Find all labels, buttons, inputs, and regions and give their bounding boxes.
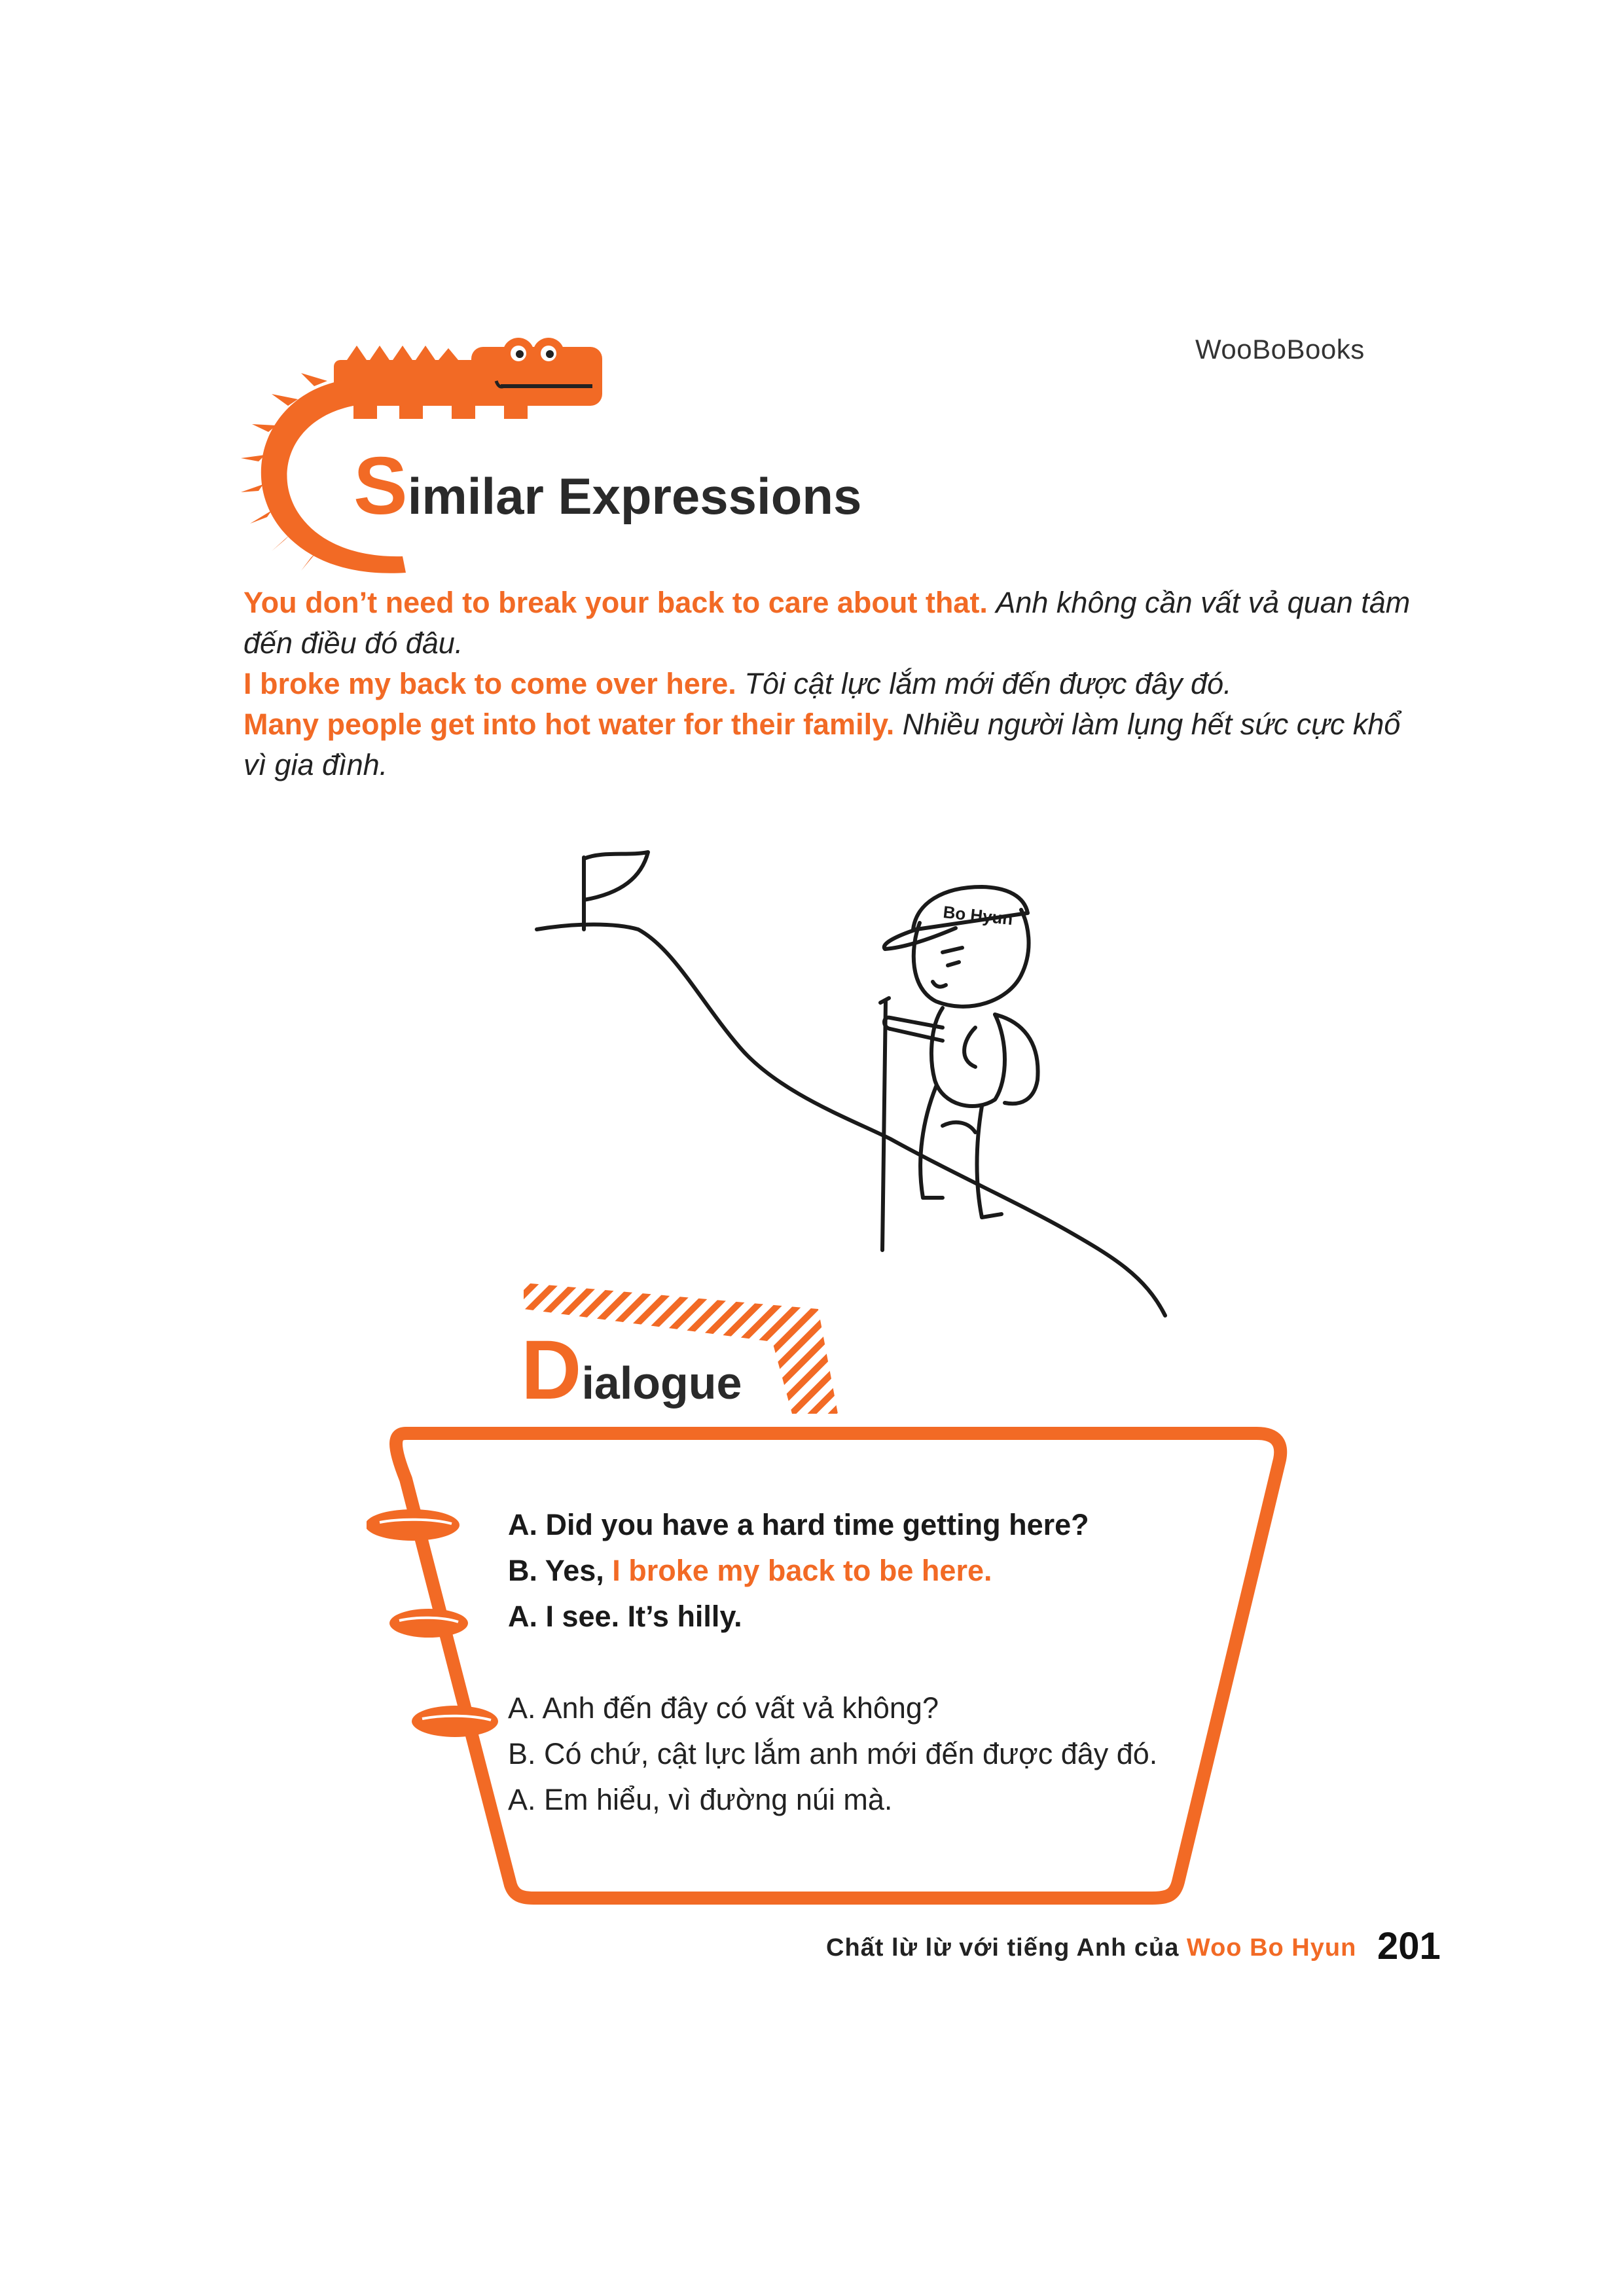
- dialogue-vietnamese: [508, 1685, 1157, 1823]
- expression-item: [244, 664, 1422, 704]
- book-title-footer: [826, 1934, 1356, 1962]
- expression-en: I broke my back to come over here.: [244, 667, 736, 700]
- title-initial: D: [521, 1323, 582, 1417]
- dialogue-line: A. Anh đến đây có vất vả không?: [508, 1691, 939, 1725]
- expression-vi: Tôi cật lực lắm mới đến được đây đó.: [744, 667, 1232, 700]
- expression-en: You don’t need to break your back to care about that.: [244, 586, 988, 619]
- book-title-prefix: Chất lừ lừ với tiếng Anh của: [826, 1934, 1187, 1962]
- publisher-brand: WooBoBooks: [1195, 334, 1365, 365]
- dialogue-line: A. I see. It’s hilly.: [508, 1600, 742, 1633]
- expression-en: Many people get into hot water for their family.: [244, 708, 895, 741]
- dialogue-line: [508, 1548, 1089, 1594]
- expression-item: [244, 704, 1422, 785]
- hiker-illustration: [524, 831, 1178, 1335]
- expression-item: [244, 583, 1422, 664]
- cap-text: Bo Hyun: [942, 902, 1014, 929]
- dialogue-line: A. Did you have a hard time getting here?: [508, 1508, 1089, 1541]
- title-rest: imilar Expressions: [407, 467, 862, 525]
- expression-vi: Anh không cần vất vả quan tâm đến điều đó đâu.: [244, 586, 1411, 660]
- expression-vi: Nhiều người làm lụng hết sức cực khổ vì gia đình.: [244, 708, 1401, 781]
- title-rest: ialogue: [581, 1357, 742, 1408]
- dialogue-line: B. Có chứ, cật lực lắm anh mới đến được đây đó.: [508, 1737, 1158, 1770]
- similar-expressions-title: [353, 440, 861, 533]
- dialogue-english: [508, 1502, 1089, 1640]
- dialogue-highlight: I broke my back to be here.: [612, 1554, 992, 1587]
- page-number: 201: [1377, 1925, 1441, 1967]
- dialogue-board: [367, 1407, 1296, 1918]
- title-initial: S: [353, 441, 408, 531]
- book-author: Woo Bo Hyun: [1186, 1934, 1357, 1962]
- expression-list: [244, 583, 1422, 785]
- dialogue-title: [521, 1322, 742, 1418]
- dialogue-line-prefix: B. Yes,: [508, 1554, 613, 1587]
- dialogue-line: A. Em hiểu, vì đường núi mà.: [508, 1783, 893, 1816]
